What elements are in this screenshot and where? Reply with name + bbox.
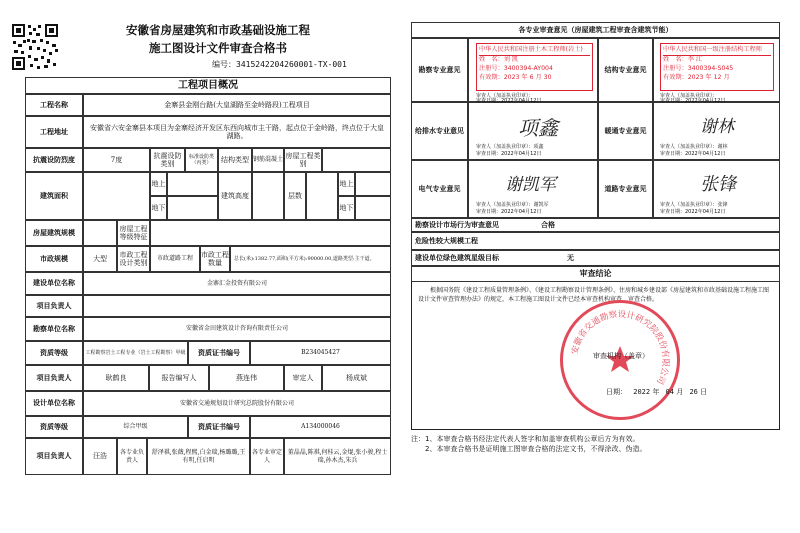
note-1: 注：1、本审查合格书经法定代表人签字和加盖审查机构公章后方为有效。 <box>411 435 640 443</box>
building-category-value <box>322 148 391 172</box>
height-label: 建筑高度 <box>218 172 252 220</box>
floors-value <box>306 172 338 220</box>
road-signature: 张锋 <box>700 174 736 195</box>
survey-stamp-title: 中华人民共和国注册土木工程师(岩土) <box>479 46 590 56</box>
water-reviewer: 审查人（加盖执业印章）：项鑫 <box>476 144 544 150</box>
area-below-value <box>167 196 218 220</box>
structure-stamp <box>660 43 774 91</box>
market-row <box>411 218 780 232</box>
structure-stamp-valid: 有效期：2023 年 12 月 <box>663 73 730 81</box>
structure-type-value: 钢筋混凝土 <box>252 148 284 172</box>
structure-type-label: 结构类型 <box>218 148 252 172</box>
review-org-label: 审查机构（盖章） <box>593 352 649 360</box>
project-name-value: 金寨县金刚台路(大皇湖路至金岭路段)工程项目 <box>83 94 391 116</box>
qualification-label: 资质等级 <box>25 341 83 365</box>
area-below-label: 地下 <box>150 196 167 220</box>
danger-row <box>411 232 780 250</box>
house-grade-value <box>150 220 391 246</box>
market-label: 勘察设计市场行为审查意见 <box>415 220 499 229</box>
municipal-scale-label: 市政规模 <box>25 246 83 272</box>
design-lead-label: 项目负责人 <box>25 438 83 475</box>
electrical-review-date: 审查日期：2022年04月12日 <box>476 209 542 215</box>
final-reviewer-value: 杨成斌 <box>322 365 391 391</box>
seal-text: 安徽省交通勘察设计研究院股份有限公司 <box>570 309 671 386</box>
review-date-year: 2022 <box>633 388 651 396</box>
seismic-category-label: 抗震设防类别 <box>150 148 185 172</box>
house-scale-label: 房屋建筑规模 <box>25 220 83 246</box>
survey-lead-value: 耿鹤良 <box>83 365 149 391</box>
report-writer-label: 报告编写人 <box>149 365 209 391</box>
structure-stamp-number: 注册号：3400394-S045 <box>663 64 734 72</box>
electrical-signature: 谢凯军 <box>505 175 556 195</box>
doc-subtitle: 施工图设计文件审查合格书 <box>149 41 287 55</box>
floors-below-value <box>355 196 391 220</box>
survey-stamp <box>476 43 593 91</box>
floors-below-label: 地下 <box>338 196 355 220</box>
doc-number: 编号：341524220426​0001-TX-001 <box>212 60 347 69</box>
review-date <box>606 387 707 397</box>
note-2: 2、本审查合格书是证明施工图审查合格的法定文书，不得涂改、伪造。 <box>411 445 647 453</box>
structure-stamp-title: 中华人民共和国一级注册结构工程师 <box>663 46 771 56</box>
seismic-value: 7度 <box>83 148 150 172</box>
green-row <box>411 250 780 266</box>
hvac-opinion-label: 暖通专业意见 <box>598 102 653 160</box>
structure-reviewer: 审查人（加盖执业印章）： <box>660 93 718 99</box>
survey-stamp-valid: 有效期：2023 年 6 月 30 <box>479 73 552 81</box>
height-value <box>252 172 284 220</box>
floors-above-value <box>355 172 391 196</box>
structure-opinion-label: 结构专业意见 <box>598 38 653 102</box>
builder-label: 建设单位名称 <box>25 272 83 295</box>
certificate-label: 资质证书编号 <box>188 341 250 365</box>
certificate-value: B234045427 <box>250 341 391 365</box>
municipal-category-label: 市政工程设计类别 <box>117 246 150 272</box>
design-unit-value: 安徽省交通规划设计研究总院股份有限公司 <box>83 391 391 416</box>
house-scale-value <box>83 220 117 246</box>
qualification-value: 工程勘察岩土工程专业（岩土工程勘察）甲级 <box>83 341 188 365</box>
survey-stamp-number: 注册号：3400394-AY004 <box>479 64 553 72</box>
project-address-label: 工程地址 <box>25 116 83 148</box>
danger-label: 危险性较大规模工程 <box>415 236 478 245</box>
water-signature: 项鑫 <box>518 116 558 140</box>
review-date-month-unit: 月 <box>676 388 684 396</box>
hvac-signature: 谢林 <box>700 117 734 137</box>
design-qualification-value: 综合甲级 <box>83 416 188 438</box>
project-name-label: 工程名称 <box>25 94 83 116</box>
structure-review-date: 审查日期：2022年04月12日 <box>660 98 726 104</box>
review-date-day: 26 <box>689 388 698 396</box>
road-review-date: 审查日期：2022年04月12日 <box>660 209 726 215</box>
road-opinion-label: 道路专业意见 <box>598 160 653 218</box>
municipal-scale-value: 大型 <box>83 246 117 272</box>
project-address-value: 安徽省六安金寨县本项目为金寨经济开发区东西向城市主干路，起点位于金岭路，终点位于大皇湖路。 <box>83 116 391 148</box>
overview-title: 工程项目概况 <box>25 77 391 94</box>
survey-reviewer: 审查人（加盖执业印章）： <box>476 93 534 99</box>
electrical-reviewer: 审查人（加盖执业印章）：谢凯军 <box>476 202 549 208</box>
road-reviewer: 审查人（加盖执业印章）：张锋 <box>660 202 728 208</box>
municipal-quantity-value: 总长(米):1382.77,面积(平方米):90000.00,道路类型:主干道。 <box>230 246 391 272</box>
project-lead-label: 项目负责人 <box>25 295 83 317</box>
opinions-header: 各专业审查意见（房屋建筑工程审查含建筑节能） <box>411 22 780 38</box>
discipline-lead-label: 各专业负责人 <box>117 438 147 475</box>
structure-stamp-name: 姓 名：李 江 <box>663 55 703 63</box>
conclusion-text: 根据国务院《建设工程质量管理条例》、《建设工程勘察设计管理条例》、住房和城乡建设部《房屋建筑和市政基础设施工程施工图设计文件审查管理办法》的规定，本工程施工图设计文件已经本审查机构审查，审查合格。 <box>418 287 770 303</box>
hvac-review-date: 审查日期：2022年04月12日 <box>660 151 726 157</box>
area-value <box>83 172 150 220</box>
review-date-month: 04 <box>665 388 674 396</box>
house-grade-label: 房屋工程等级特征 <box>117 220 150 246</box>
water-opinion-label: 给排水专业意见 <box>411 102 468 160</box>
doc-title: 安徽省房屋建筑和市政基础设施工程 <box>126 23 310 37</box>
report-writer-value: 燕连伟 <box>209 365 284 391</box>
hvac-reviewer: 审查人（加盖执业印章）：谢林 <box>660 144 728 150</box>
builder-value: 金寨汇金投资有限公司 <box>83 272 391 295</box>
water-review-date: 审查日期：2022年04月12日 <box>476 151 542 157</box>
final-reviewer-label: 审定人 <box>284 365 322 391</box>
review-date-day-unit: 日 <box>700 388 708 396</box>
green-label: 建设单位绿色建筑星级目标 <box>415 253 499 262</box>
design-certificate-value: A134000046 <box>250 416 391 438</box>
seismic-label: 抗震设防烈度 <box>25 148 83 172</box>
discipline-lead-value: 舒泽祺,张薇,程熙,白金瑞,杨璐璐,王有明,任启明 <box>147 438 250 475</box>
survey-review-date: 审查日期：2022年04月12日 <box>476 98 542 104</box>
design-lead-value: 汪浩 <box>83 438 117 475</box>
survey-unit-value: 安徽省金田建筑设计咨询有限责任公司 <box>83 317 391 341</box>
review-date-year-unit: 年 <box>652 388 660 396</box>
project-lead-value <box>83 295 391 317</box>
market-value: 合格 <box>541 220 555 229</box>
area-above-value <box>167 172 218 196</box>
electrical-opinion-label: 电气专业意见 <box>411 160 468 218</box>
design-unit-label: 设计单位名称 <box>25 391 83 416</box>
review-date-label: 日期： <box>606 388 627 396</box>
discipline-reviewer-value: 董晶晶,陈祺,何桂云,金焜,张小骏,程士瑞,孙木杰,朱兵 <box>284 438 391 475</box>
survey-stamp-name: 姓 名：刘 凯 <box>479 55 519 63</box>
floors-label: 层数 <box>284 172 306 220</box>
survey-unit-label: 勘察单位名称 <box>25 317 83 341</box>
conclusion-title: 审查结论 <box>411 266 780 282</box>
area-above-label: 地上 <box>150 172 167 196</box>
discipline-reviewer-label: 各专业审定人 <box>250 438 284 475</box>
municipal-quantity-label: 市政工程数量 <box>200 246 230 272</box>
survey-lead-label: 项目负责人 <box>25 365 83 391</box>
qr-code <box>11 23 59 71</box>
green-value: 无 <box>567 253 574 262</box>
seismic-category-value: 标准设防类（丙类） <box>185 148 218 172</box>
survey-opinion-label: 勘察专业意见 <box>411 38 468 102</box>
design-certificate-label: 资质证书编号 <box>188 416 250 438</box>
area-label: 建筑面积 <box>25 172 83 220</box>
design-qualification-label: 资质等级 <box>25 416 83 438</box>
building-category-label: 房屋工程类别 <box>284 148 322 172</box>
municipal-category-value: 市政道路工程 <box>150 246 200 272</box>
floors-above-label: 地上 <box>338 172 355 196</box>
